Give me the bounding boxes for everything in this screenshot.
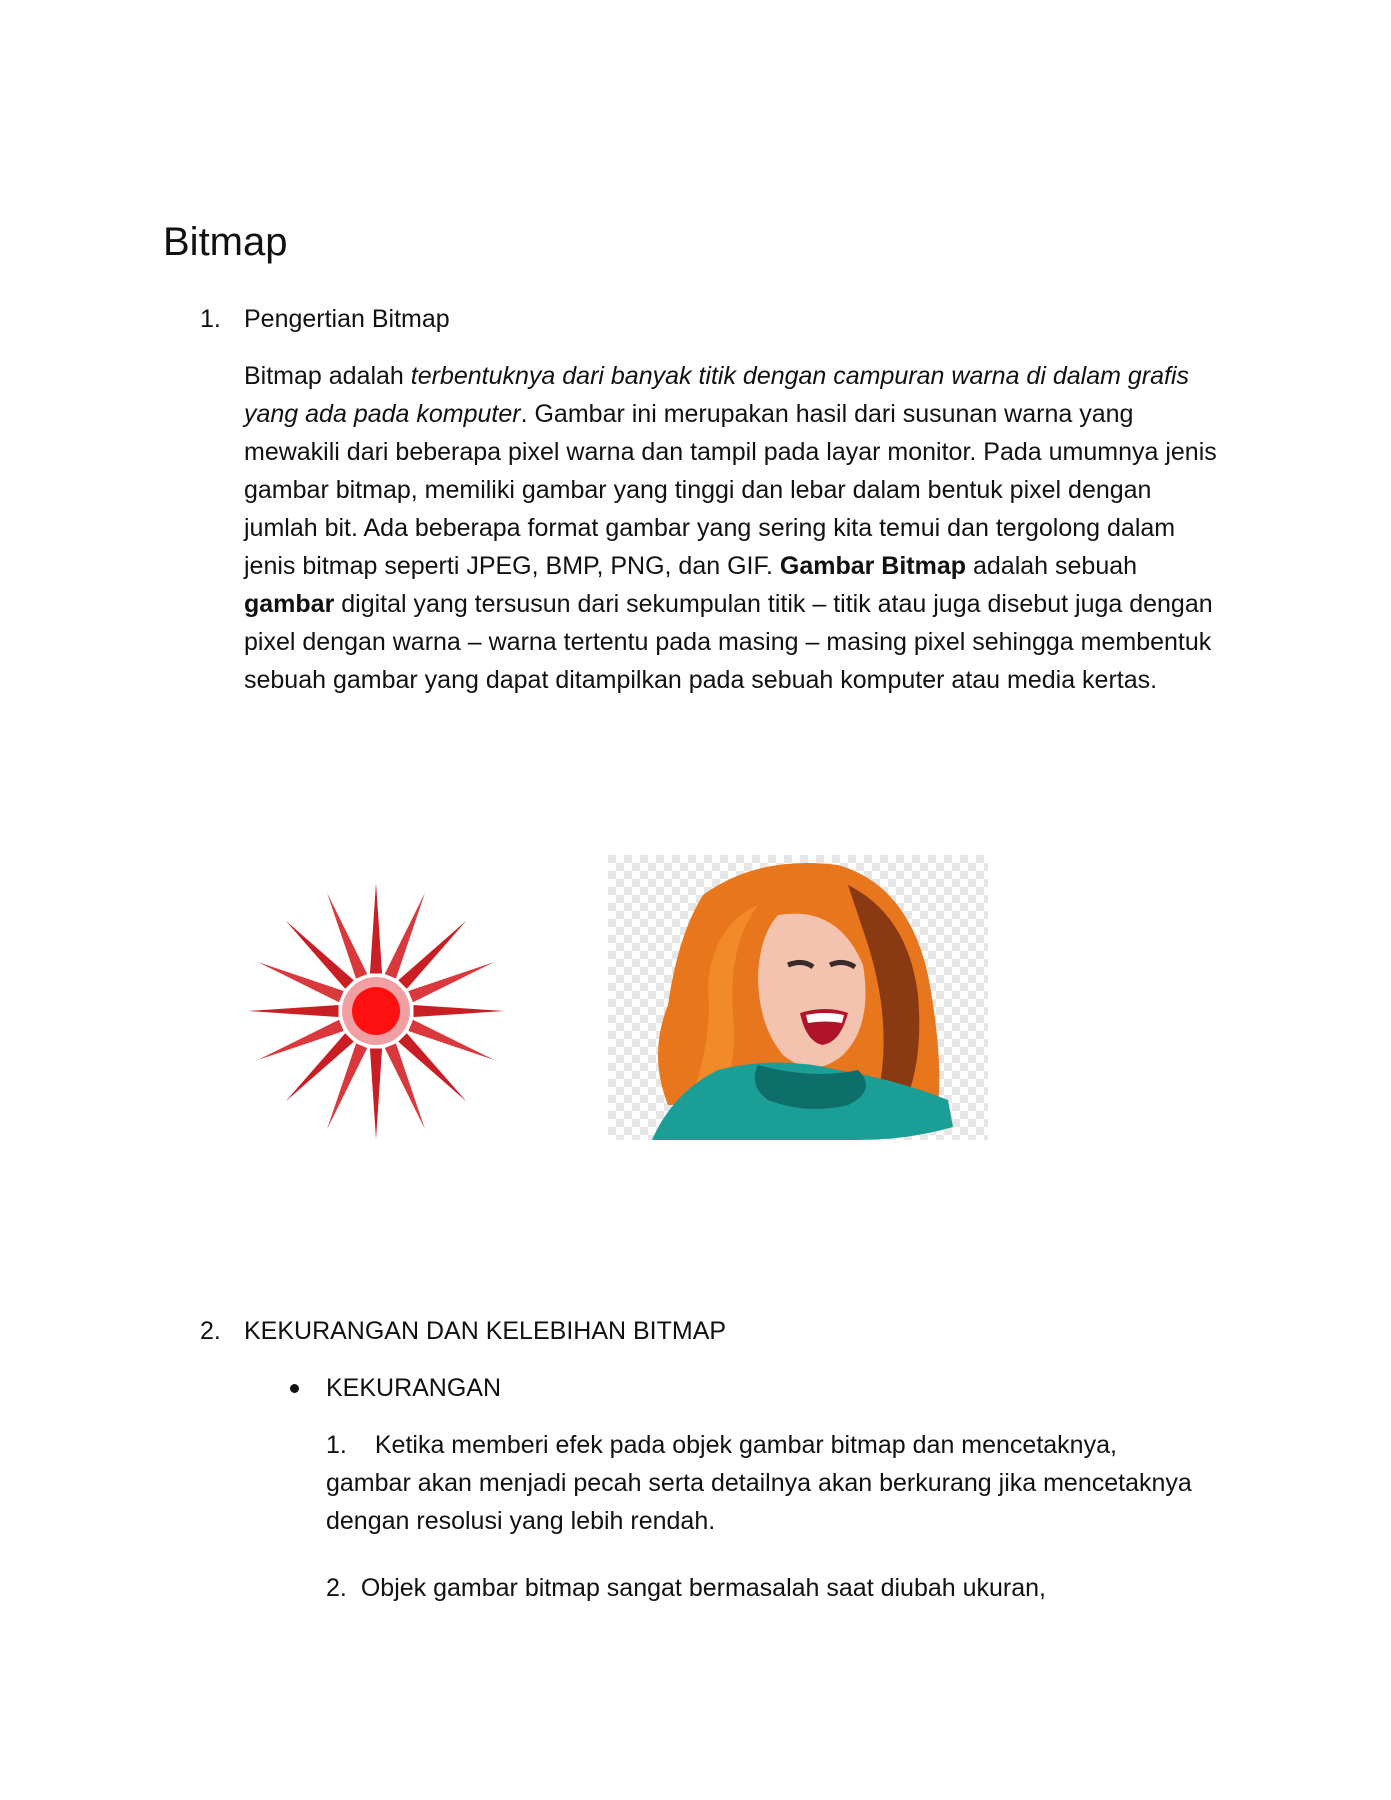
star-ray [414, 1005, 504, 1017]
star-ray [248, 1005, 338, 1017]
para-mid: adalah sebuah [966, 552, 1138, 580]
section-title: Pengertian Bitmap [244, 305, 450, 333]
item-number: 1. [326, 1431, 347, 1459]
section-heading-1 [200, 303, 450, 335]
section-heading-2 [200, 1315, 727, 1347]
pixel-woman-image [608, 855, 988, 1150]
list-item [326, 1426, 1206, 1540]
para-italic-definition: terbentuknya dari banyak titik dengan campuran warna di dalam grafis yang ada pada komputer [244, 362, 1190, 428]
pixel-star-image [246, 876, 506, 1146]
item-text: Ketika memberi efek pada objek gambar bitmap dan mencetaknya, gambar akan menjadi pecah serta detailnya akan berkurang jika mencetaknya dengan resolusi yang lebih rendah. [326, 1431, 1192, 1535]
woman-portrait-icon [608, 855, 988, 1150]
star-ray [370, 883, 382, 973]
para-body-end: digital yang tersusun dari sekumpulan titik – titik atau juga disebut juga dengan pixel dengan warna – warna tertentu pada masing – masing pixel sehingga membentuk sebuah gambar yang dapat ditampilkan pada sebuah komputer atau media kertas. [244, 590, 1213, 694]
section-title: KEKURANGAN DAN KELEBIHAN BITMAP [244, 1317, 727, 1345]
para-bold-word: gambar [244, 590, 335, 618]
para-lead: Bitmap adalah [244, 362, 411, 390]
definition-paragraph [244, 357, 1224, 699]
section-number: 1. [200, 305, 221, 333]
page-title: Bitmap [163, 220, 288, 264]
para-body: . Gambar ini merupakan hasil dari susunan warna yang mewakili dari beberapa pixel warna dan tampil pada layar monitor. Pada umumnya jenis gambar bitmap, memiliki gambar yang tinggi dan lebar dalam bentuk pixel dengan jumlah bit. Ada beberapa format gambar yang sering kita temui dan tergolong dalam jenis bitmap seperti JPEG, BMP, PNG, dan GIF. [244, 400, 1217, 580]
bullet-icon [290, 1384, 299, 1393]
bullet-kekurangan: KEKURANGAN [326, 1374, 502, 1402]
item-number: 2. [326, 1574, 347, 1602]
section-number: 2. [200, 1317, 221, 1345]
star-burst-icon [246, 876, 506, 1146]
star-ray [370, 1049, 382, 1139]
para-bold-term: Gambar Bitmap [779, 552, 967, 580]
item-text: Objek gambar bitmap sangat bermasalah saat diubah ukuran, [360, 1574, 1046, 1602]
list-item [326, 1569, 1206, 1607]
